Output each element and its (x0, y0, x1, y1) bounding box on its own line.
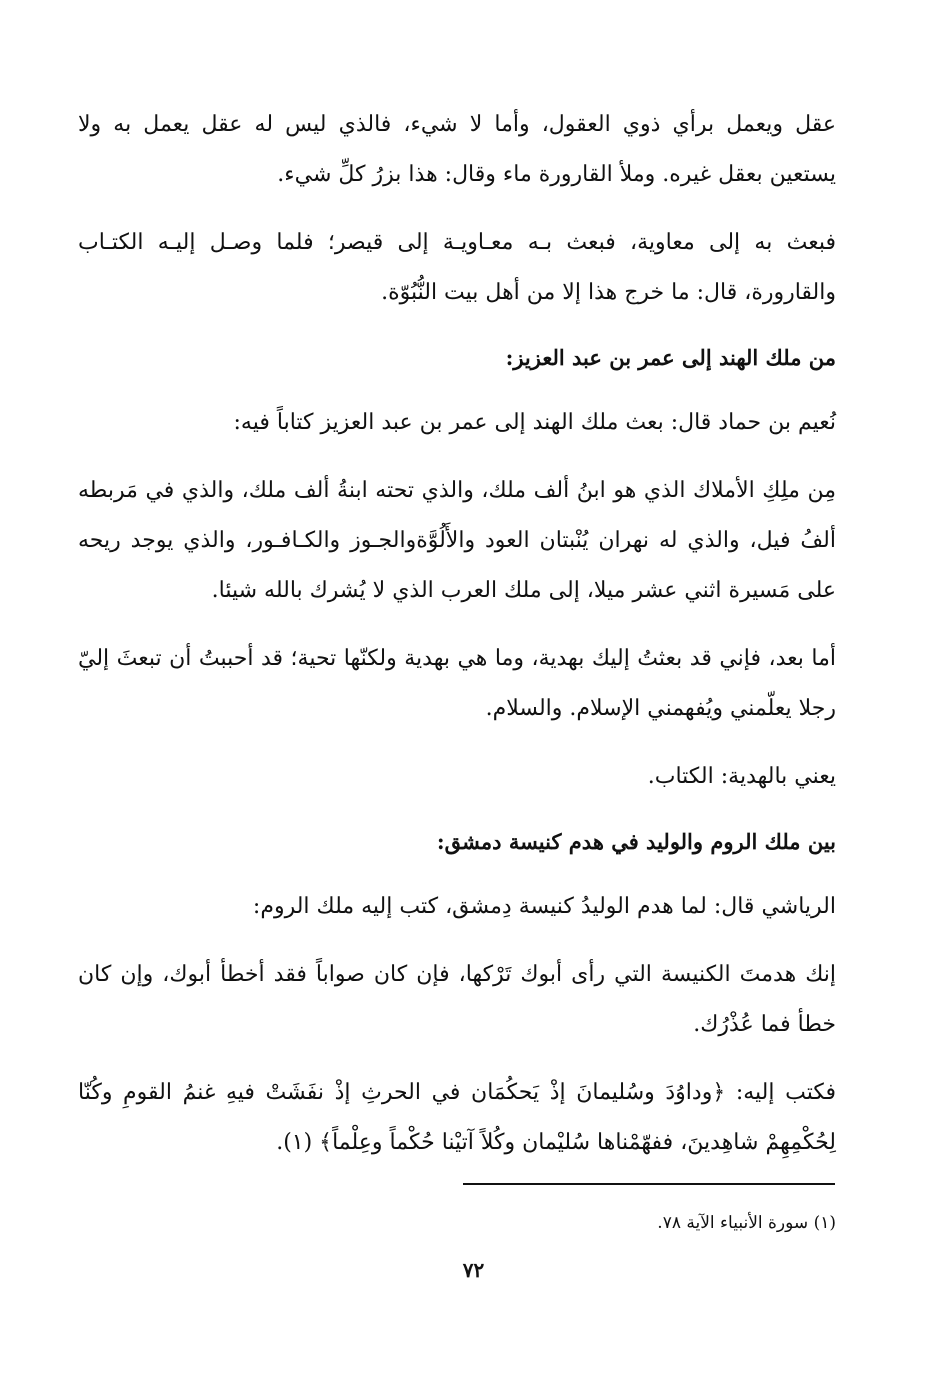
paragraph-2: فبعث به إلى معاوية، فبعث بـه معـاويـة إلى قيصر؛ فلما وصـل إليـه الكتـاب والقارورة، قال: ما خرج هذا إلا من أهل بيت النُّبُوّة. (78, 230, 836, 305)
footnote-divider (463, 1183, 835, 1185)
section-heading-rome: بين ملك الروم والوليد في هدم كنيسة دمشق: (436, 829, 836, 854)
paragraph-9: فكتب إليه: ﴿وداوُدَ وسُليمانَ إذْ يَحكُمَان في الحرثِ إذْ نفَشَتْ فيهِ غنمُ القومِ وكُنّا لِحُكْمِهِمْ شاهِدينَ، ففهّمْناها سُليْمان وكُلاً آتيْنا حُكْماً وعِلْماً﴾ (١). (78, 1080, 836, 1155)
section-heading-india: من ملك الهند إلى عمر بن عبد العزيز: (505, 345, 836, 370)
page-number: ٧٢ (462, 1258, 485, 1282)
paragraph-5: أما بعد، فإني قد بعثتُ إليك بهدية، وما هي بهدية ولكنّها تحية؛ قد أحببتُ أن تبعثَ إليّ رجلا يعلّمني ويُفهمني الإسلام. والسلام. (78, 646, 836, 721)
paragraph-8: إنك هدمتَ الكنيسة التي رأى أبوك تَرْكها، فإن كان صواباً فقد أخطأ أبوك، وإن كان خطأ فما عُذْرُك. (78, 962, 836, 1037)
paragraph-4: مِن ملِكِ الأملاك الذي هو ابنُ ألف ملك، والذي تحته ابنةُ ألف ملك، والذي في مَربطه ألفُ فيل، والذي له نهران يُنْبتان العود والأَلُوَّةوالجـوز والكـافـور، والذي يوجد ريحه على مَسيرة اثني عشر ميلا، إلى ملك العرب الذي لا يُشرك بالله شيئا. (78, 478, 836, 603)
paragraph-1: عقل ويعمل برأي ذوي العقول، وأما لا شيء، فالذي ليس له عقل يعمل به ولا يستعين بعقل غيره. وملأ القارورة ماء وقال: هذا بزرُ كلِّ شيء. (78, 112, 836, 187)
paragraph-3: نُعيم بن حماد قال: بعث ملك الهند إلى عمر بن عبد العزيز كتاباً فيه: (233, 410, 836, 435)
paragraph-7: الرياشي قال: لما هدم الوليدُ كنيسة دِمشق، كتب إليه ملك الروم: (252, 894, 836, 919)
paragraph-6: يعني بالهدية: الكتاب. (647, 764, 836, 789)
footnote: (١) سورة الأنبياء الآية ٧٨. (657, 1213, 836, 1233)
main-text (78, 100, 836, 1186)
